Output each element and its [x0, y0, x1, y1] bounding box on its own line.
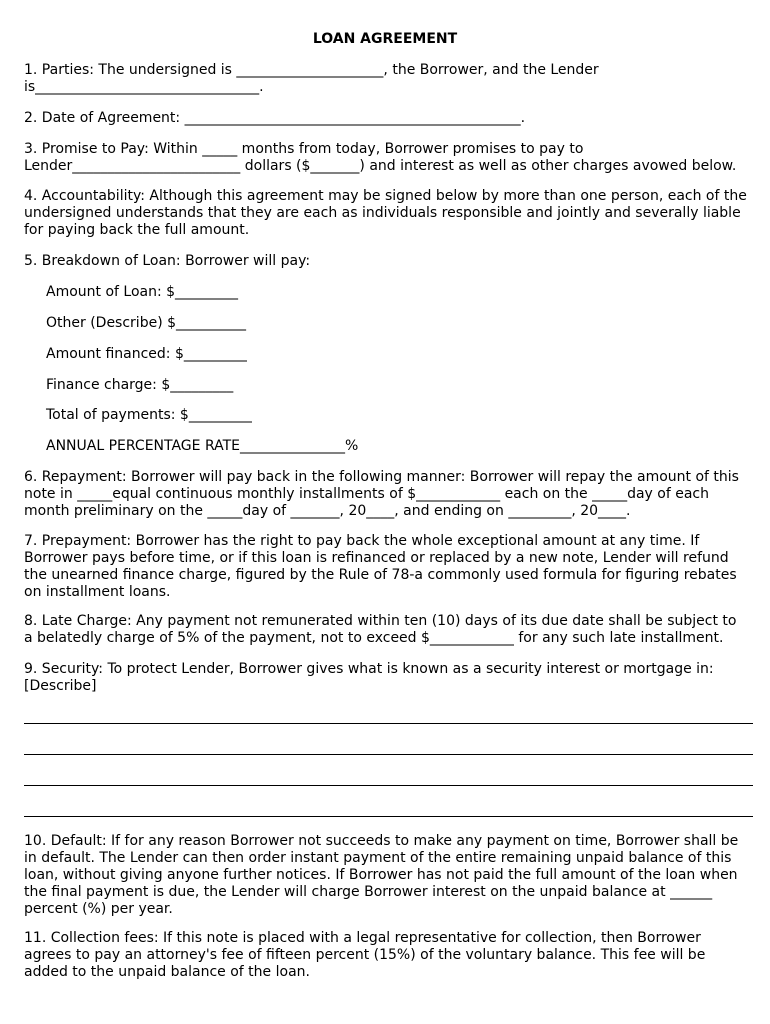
section-accountability: 4. Accountability: Although this agreement may be signed below by more than one person, each of the undersigned understands that they are each as individuals responsible and jointly and severally liable for paying back the full amount. [24, 188, 752, 238]
section-late-charge: 8. Late Charge: Any payment not remunerated within ten (10) days of its due date shall be subject to a belatedly charge of 5% of the payment, not to exceed $____________ for any such late installment. [24, 613, 741, 646]
security-description-line [24, 754, 753, 755]
breakdown-total-payments: Total of payments: $_________ [46, 407, 252, 423]
section-breakdown: 5. Breakdown of Loan: Borrower will pay: [24, 253, 311, 269]
document-title: LOAN AGREEMENT [312, 31, 458, 47]
breakdown-amount-financed: Amount financed: $_________ [46, 346, 247, 362]
section-parties: 1. Parties: The undersigned is _____________________, the Borrower, and the Lender is________________________________. [24, 62, 599, 95]
security-description-line [24, 816, 753, 817]
breakdown-finance-charge: Finance charge: $_________ [46, 377, 234, 393]
section-repayment: 6. Repayment: Borrower will pay back in the following manner: Borrower will repay the amount of this note in _____equal continuous monthly installments of $____________ each on the _____day of each month preliminary on the _____day of _______, 20____, and ending on _________, 20____. [24, 469, 744, 519]
section-collection-fees: 11. Collection fees: If this note is placed with a legal representative for collection, then Borrower agrees to pay an attorney's fee of fifteen percent (15%) of the voluntary balance. This fee will be added to the unpaid balance of the loan. [24, 930, 710, 980]
section-default: 10. Default: If for any reason Borrower not succeeds to make any payment on time, Borrower shall be in default. The Lender can then order instant payment of the entire remaining unpaid balance of this loan, without giving anyone further notices. If Borrower has not paid the full amount of the loan when the final payment is due, the Lender will charge Borrower interest on the unpaid balance at ______ percent (%) per year. [24, 833, 743, 917]
section-date: 2. Date of Agreement: ________________________________________________. [24, 110, 526, 126]
section-prepayment: 7. Prepayment: Borrower has the right to pay back the whole exceptional amount at any time. If Borrower pays before time, or if this loan is refinanced or replaced by a new note, Lender will refund the unearned finance charge, figured by the Rule of 78-a commonly used formula for figuring rebates on installment loans. [24, 533, 742, 600]
security-description-line [24, 723, 753, 724]
breakdown-amount-of-loan: Amount of Loan: $_________ [46, 284, 239, 300]
section-promise: 3. Promise to Pay: Within _____ months from today, Borrower promises to pay to Lender________________________ dollars ($_______) and interest as well as other charges avowed below. [24, 141, 737, 174]
security-description-line [24, 785, 753, 786]
breakdown-other: Other (Describe) $__________ [46, 315, 247, 331]
breakdown-apr: ANNUAL PERCENTAGE RATE_______________% [46, 438, 359, 454]
section-security: 9. Security: To protect Lender, Borrower gives what is known as a security interest or mortgage in: [Describe] [24, 661, 719, 694]
